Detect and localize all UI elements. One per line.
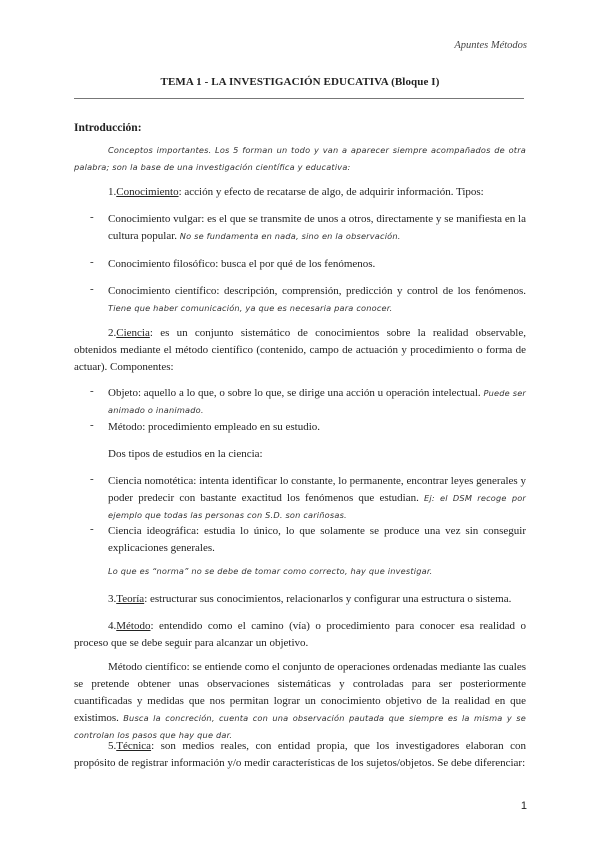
bullet-dash: - — [90, 473, 94, 485]
list-item: Conocimiento filosófico: busca el por qué de los fenómenos. — [108, 258, 376, 270]
tecnica-paragraph: 5.Técnica: son medios reales, con entidad propia, que los investigadores elaboran con propósito de registrar información y/o medir características de los sujetos/objetos. Se debe diferenciar: — [74, 740, 526, 769]
conocimiento-heading: 1.Conocimiento: acción y efecto de recatarse de algo, de adquirir información. Tipos: — [108, 186, 484, 198]
handwritten-note: Ej: el DSM recoge por ejemplo que todas las personas con S.D. son cariñosas. — [108, 493, 527, 520]
ciencia-paragraph: 2.Ciencia: es un conjunto sistemático de conocimientos sobre la realidad observable, obtenidos mediante el método científico (contenido, campo de actuación y procedimiento o forma de actuar). Componentes: — [74, 327, 526, 373]
list-item: Conocimiento científico: descripción, comprensión, predicción y control de los fenómenos. Tiene que haber comunicación, ya que es necesaria para conocer. — [108, 285, 526, 313]
handwritten-note: Puede ser animado o inanimado. — [108, 388, 526, 415]
ciencia-tipos: Dos tipos de estudios en la ciencia: — [108, 448, 263, 460]
tecnica-term: Técnica — [116, 740, 152, 752]
bullet-dash: - — [90, 283, 94, 295]
running-head: Apuntes Métodos — [454, 40, 527, 51]
list-item: Conocimiento vulgar: es el que se transmite de unos a otros, directamente y se manifiesta en la cultura popular. No se fundamenta en nada, sino en la observación. — [108, 213, 526, 242]
intro-note: Conceptos importantes. Los 5 forman un todo y van a aparecer siempre acompañados de otra palabra; son la base de una investigación científica y educativa: — [74, 145, 526, 172]
handwritten-note: Busca la concreción, cuenta con una observación pautada que siempre es la misma y se controlan los pasos que hay que dar. — [74, 713, 526, 740]
intro-heading: Introducción: — [74, 122, 142, 134]
bullet-dash: - — [90, 211, 94, 223]
bullet-dash: - — [90, 385, 94, 397]
ciencia-term: Ciencia — [116, 327, 150, 339]
metodo-term: Método — [116, 620, 151, 632]
metodo-cientifico-paragraph: Método científico: se entiende como el conjunto de operaciones ordenadas mediante las cuales se pretende obtener unas observaciones sistemáticas y controladas para ser posteriormente cuantificadas y medidas que nos permitan lograr un conocimiento objetivo de la realidad en que existimos. Busca la concreción, cuenta con una observación pautada que siempre es la misma y se controlan los pasos que hay que dar. — [74, 661, 526, 740]
list-item: Método: procedimiento empleado en su estudio. — [108, 421, 321, 433]
bullet-dash: - — [90, 419, 94, 431]
metodo-paragraph: 4.Método: entendido como el camino (vía) o procedimiento para conocer esa realidad o proceso que se debe seguir para alcanzar un objetivo. — [74, 620, 526, 649]
page-title: TEMA 1 - LA INVESTIGACIÓN EDUCATIVA (Bloque I) — [160, 76, 440, 88]
list-item: Ciencia nomotética: intenta identificar lo constante, lo permanente, encontrar leyes generales y poder predecir con bastante exactitud los fenómenos que estudian. Ej: el DSM recoge por ejemplo que todas las personas con S.D. son cariñosas. — [108, 475, 527, 520]
handwritten-note: Lo que es “norma” no se debe de tomar como correcto, hay que investigar. — [108, 566, 433, 576]
bullet-dash: - — [90, 256, 94, 268]
handwritten-note: No se fundamenta en nada, sino en la observación. — [179, 231, 401, 241]
list-item: Ciencia ideográfica: estudia lo único, lo que solamente se produce una vez sin conseguir explicaciones generales. — [108, 525, 526, 554]
bullet-dash: - — [90, 523, 94, 535]
page-number: 1 — [520, 800, 527, 812]
list-item: Objeto: aquello a lo que, o sobre lo que, se dirige una acción u operación intelectual. Puede ser animado o inanimado. — [108, 387, 526, 415]
handwritten-note: Tiene que haber comunicación, ya que es necesaria para conocer. — [108, 303, 393, 313]
title-divider — [74, 98, 524, 99]
teoria-paragraph: 3.Teoría: estructurar sus conocimientos, relacionarlos y configurar una estructura o sistema. — [108, 593, 512, 605]
teoria-term: Teoría — [116, 593, 145, 605]
conocimiento-term: Conocimiento — [116, 186, 179, 198]
